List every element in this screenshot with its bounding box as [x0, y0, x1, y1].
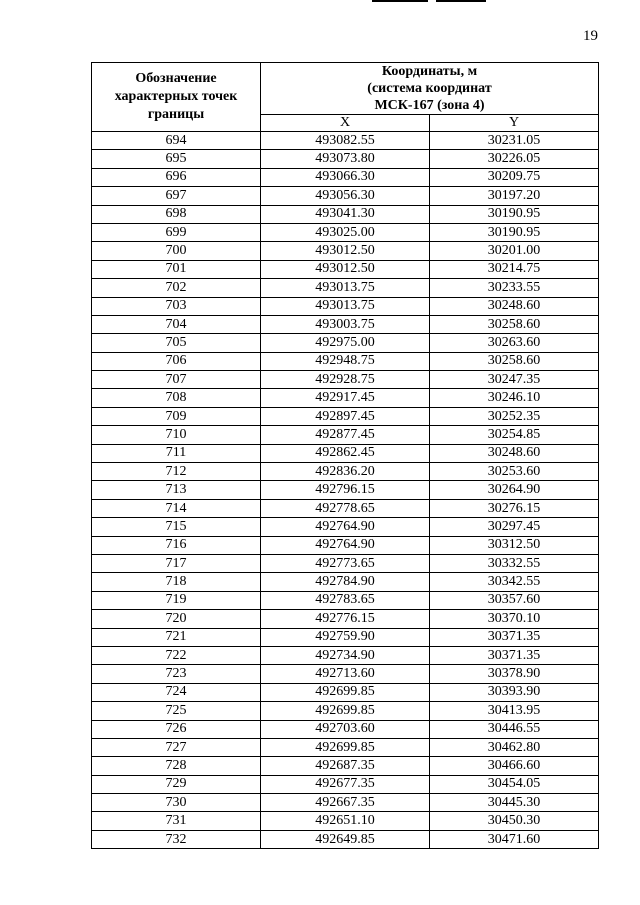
x-coordinate-cell: 493013.75: [261, 279, 430, 297]
point-number-cell: 694: [92, 132, 261, 150]
x-coordinate-cell: 492651.10: [261, 812, 430, 830]
table-row: [92, 554, 599, 572]
y-coordinate-cell: 30231.05: [430, 132, 599, 150]
table-row: [92, 371, 599, 389]
x-coordinate-cell: 492703.60: [261, 720, 430, 738]
table-row: [92, 334, 599, 352]
x-coordinate-cell: 492667.35: [261, 794, 430, 812]
x-coordinate-cell: 492713.60: [261, 665, 430, 683]
point-number-cell: 727: [92, 738, 261, 756]
y-coordinate-cell: 30393.90: [430, 683, 599, 701]
x-coordinate-cell: 492778.65: [261, 499, 430, 517]
table-row: [92, 463, 599, 481]
table-row: [92, 187, 599, 205]
table-row: [92, 315, 599, 333]
x-coordinate-cell: 493025.00: [261, 223, 430, 241]
table-row: [92, 591, 599, 609]
coordinates-header-line-3: МСК-167 (зона 4): [374, 98, 485, 113]
table-row: [92, 757, 599, 775]
point-number-cell: 703: [92, 297, 261, 315]
y-coordinate-cell: 30248.60: [430, 444, 599, 462]
point-number-cell: 724: [92, 683, 261, 701]
y-coordinate-cell: 30201.00: [430, 242, 599, 260]
table-row: [92, 720, 599, 738]
y-coordinate-cell: 30446.55: [430, 720, 599, 738]
table-row: [92, 426, 599, 444]
y-coordinate-cell: 30197.20: [430, 187, 599, 205]
y-coordinate-cell: 30209.75: [430, 168, 599, 186]
point-number-cell: 704: [92, 315, 261, 333]
x-coordinate-cell: 492764.90: [261, 518, 430, 536]
coordinates-table: [91, 62, 599, 849]
point-number-cell: 732: [92, 830, 261, 848]
y-coordinate-cell: 30454.05: [430, 775, 599, 793]
point-number-cell: 731: [92, 812, 261, 830]
table-row: [92, 610, 599, 628]
x-coordinate-cell: 492917.45: [261, 389, 430, 407]
y-coordinate-cell: 30462.80: [430, 738, 599, 756]
table-row: [92, 132, 599, 150]
table-row: [92, 775, 599, 793]
table-row: [92, 830, 599, 848]
x-coordinate-cell: 492948.75: [261, 352, 430, 370]
y-coordinate-cell: 30214.75: [430, 260, 599, 278]
table-row: [92, 205, 599, 223]
table-row: [92, 352, 599, 370]
point-number-cell: 723: [92, 665, 261, 683]
coordinates-header-line-2: (система координат: [367, 81, 492, 96]
x-coordinate-cell: 492975.00: [261, 334, 430, 352]
point-number-cell: 728: [92, 757, 261, 775]
y-coordinate-cell: 30247.35: [430, 371, 599, 389]
point-number-cell: 722: [92, 646, 261, 664]
y-coordinate-cell: 30471.60: [430, 830, 599, 848]
point-number-cell: 709: [92, 407, 261, 425]
y-coordinate-cell: 30258.60: [430, 352, 599, 370]
x-column-header: X: [261, 115, 430, 132]
x-coordinate-cell: 492677.35: [261, 775, 430, 793]
x-coordinate-cell: 493041.30: [261, 205, 430, 223]
y-coordinate-cell: 30253.60: [430, 463, 599, 481]
x-coordinate-cell: 493003.75: [261, 315, 430, 333]
x-coordinate-cell: 492699.85: [261, 683, 430, 701]
point-number-cell: 706: [92, 352, 261, 370]
x-coordinate-cell: 492773.65: [261, 554, 430, 572]
y-coordinate-cell: 30371.35: [430, 646, 599, 664]
x-coordinate-cell: 493073.80: [261, 150, 430, 168]
y-coordinate-cell: 30276.15: [430, 499, 599, 517]
x-coordinate-cell: 492897.45: [261, 407, 430, 425]
point-number-cell: 711: [92, 444, 261, 462]
x-coordinate-cell: 492759.90: [261, 628, 430, 646]
table-row: [92, 536, 599, 554]
x-coordinate-cell: 492796.15: [261, 481, 430, 499]
y-coordinate-cell: 30450.30: [430, 812, 599, 830]
point-number-cell: 705: [92, 334, 261, 352]
point-number-cell: 707: [92, 371, 261, 389]
table-row: [92, 168, 599, 186]
y-coordinate-cell: 30233.55: [430, 279, 599, 297]
table-row: [92, 665, 599, 683]
y-coordinate-cell: 30466.60: [430, 757, 599, 775]
coordinates-header: [261, 63, 599, 115]
x-coordinate-cell: 492764.90: [261, 536, 430, 554]
point-number-cell: 716: [92, 536, 261, 554]
top-edge-mark-right: [436, 0, 486, 2]
y-coordinate-cell: 30252.35: [430, 407, 599, 425]
point-number-cell: 720: [92, 610, 261, 628]
y-coordinate-cell: 30190.95: [430, 205, 599, 223]
point-number-cell: 699: [92, 223, 261, 241]
y-coordinate-cell: 30378.90: [430, 665, 599, 683]
x-coordinate-cell: 492687.35: [261, 757, 430, 775]
table-row: [92, 389, 599, 407]
x-coordinate-cell: 492776.15: [261, 610, 430, 628]
x-coordinate-cell: 493056.30: [261, 187, 430, 205]
top-edge-mark-left: [372, 0, 428, 2]
table-row: [92, 812, 599, 830]
x-coordinate-cell: 492734.90: [261, 646, 430, 664]
point-number-cell: 697: [92, 187, 261, 205]
point-number-cell: 726: [92, 720, 261, 738]
y-coordinate-cell: 30297.45: [430, 518, 599, 536]
point-number-cell: 710: [92, 426, 261, 444]
x-coordinate-cell: 492783.65: [261, 591, 430, 609]
table-row: [92, 260, 599, 278]
y-coordinate-cell: 30342.55: [430, 573, 599, 591]
y-coordinate-cell: 30357.60: [430, 591, 599, 609]
point-number-cell: 718: [92, 573, 261, 591]
y-coordinate-cell: 30264.90: [430, 481, 599, 499]
point-number-cell: 708: [92, 389, 261, 407]
coordinates-header-line-1: Координаты, м: [381, 64, 478, 79]
y-coordinate-cell: 30312.50: [430, 536, 599, 554]
point-number-cell: 696: [92, 168, 261, 186]
table-row: [92, 794, 599, 812]
point-number-cell: 713: [92, 481, 261, 499]
point-number-cell: 730: [92, 794, 261, 812]
point-number-cell: 725: [92, 702, 261, 720]
table-row: [92, 499, 599, 517]
x-coordinate-cell: 493013.75: [261, 297, 430, 315]
table-row: [92, 150, 599, 168]
y-coordinate-cell: 30254.85: [430, 426, 599, 444]
y-column-header: Y: [430, 115, 599, 132]
point-designation-header: Обозначение характерных точек границы: [92, 63, 261, 132]
x-coordinate-cell: 492862.45: [261, 444, 430, 462]
table-row: [92, 683, 599, 701]
point-number-cell: 717: [92, 554, 261, 572]
y-coordinate-cell: 30248.60: [430, 297, 599, 315]
point-number-cell: 695: [92, 150, 261, 168]
point-number-cell: 701: [92, 260, 261, 278]
y-coordinate-cell: 30413.95: [430, 702, 599, 720]
x-coordinate-cell: 492784.90: [261, 573, 430, 591]
x-coordinate-cell: 492836.20: [261, 463, 430, 481]
point-number-cell: 702: [92, 279, 261, 297]
table-row: [92, 223, 599, 241]
table-row: [92, 518, 599, 536]
table-row: [92, 444, 599, 462]
table-row: [92, 481, 599, 499]
x-coordinate-cell: 492877.45: [261, 426, 430, 444]
table-row: [92, 702, 599, 720]
y-coordinate-cell: 30258.60: [430, 315, 599, 333]
x-coordinate-cell: 493012.50: [261, 242, 430, 260]
point-number-cell: 721: [92, 628, 261, 646]
point-number-cell: 715: [92, 518, 261, 536]
table-row: [92, 297, 599, 315]
point-number-cell: 700: [92, 242, 261, 260]
point-number-cell: 714: [92, 499, 261, 517]
y-coordinate-cell: 30190.95: [430, 223, 599, 241]
x-coordinate-cell: 492699.85: [261, 738, 430, 756]
table-row: [92, 628, 599, 646]
point-number-cell: 729: [92, 775, 261, 793]
y-coordinate-cell: 30445.30: [430, 794, 599, 812]
y-coordinate-cell: 30263.60: [430, 334, 599, 352]
table-row: [92, 279, 599, 297]
x-coordinate-cell: 492649.85: [261, 830, 430, 848]
x-coordinate-cell: 492699.85: [261, 702, 430, 720]
x-coordinate-cell: 493012.50: [261, 260, 430, 278]
table-row: [92, 738, 599, 756]
y-coordinate-cell: 30371.35: [430, 628, 599, 646]
y-coordinate-cell: 30370.10: [430, 610, 599, 628]
page-number: 19: [583, 28, 598, 44]
table-row: [92, 573, 599, 591]
table-row: [92, 242, 599, 260]
point-number-cell: 719: [92, 591, 261, 609]
point-number-cell: 712: [92, 463, 261, 481]
x-coordinate-cell: 493082.55: [261, 132, 430, 150]
x-coordinate-cell: 493066.30: [261, 168, 430, 186]
point-number-cell: 698: [92, 205, 261, 223]
y-coordinate-cell: 30246.10: [430, 389, 599, 407]
x-coordinate-cell: 492928.75: [261, 371, 430, 389]
table-row: [92, 407, 599, 425]
table-body: [92, 132, 599, 849]
table-row: [92, 646, 599, 664]
y-coordinate-cell: 30226.05: [430, 150, 599, 168]
y-coordinate-cell: 30332.55: [430, 554, 599, 572]
